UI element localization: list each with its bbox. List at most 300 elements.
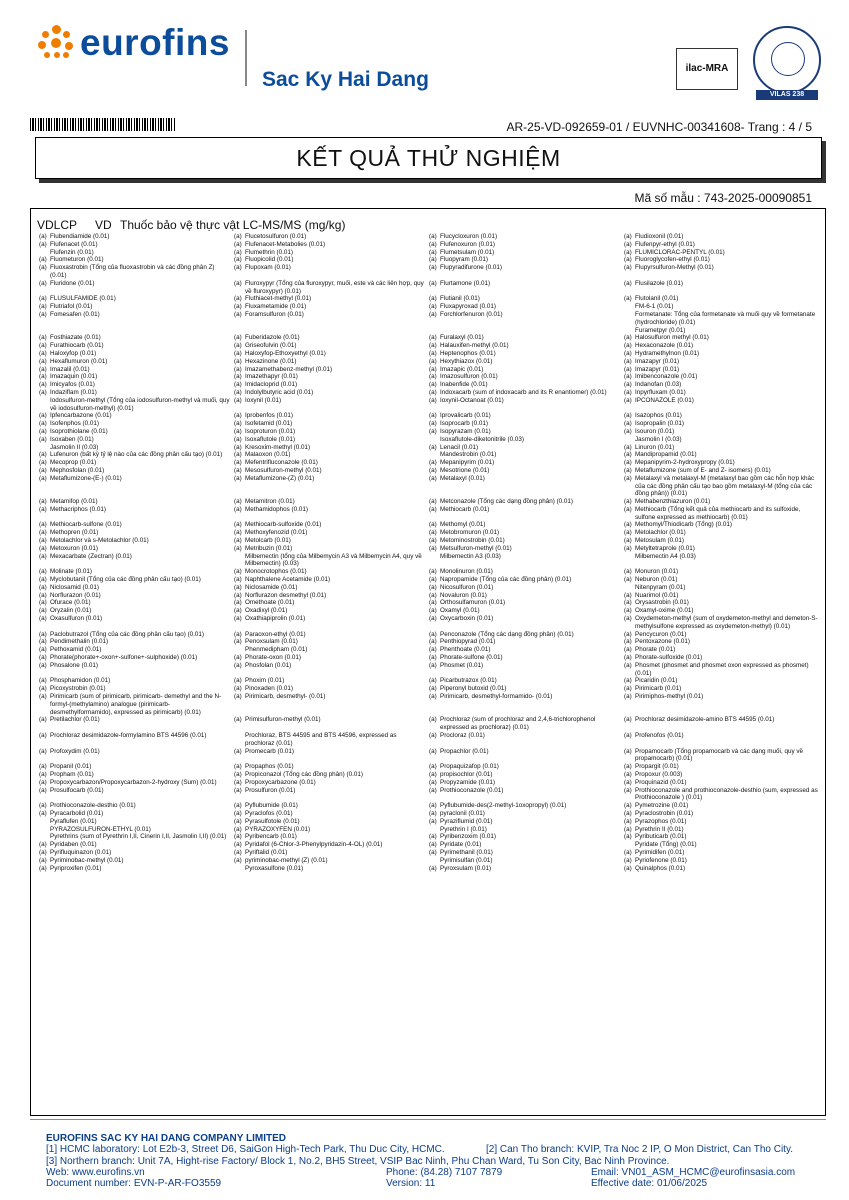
analyte-label: Propanil (0.01) <box>50 763 92 771</box>
result-item <box>39 677 234 685</box>
analyte-label: Mexacarbate (Zectran) (0.01) <box>50 552 132 560</box>
result-item <box>39 787 234 803</box>
result-item <box>39 849 234 857</box>
analyte-label: Pyribenzoxim (0.01) <box>440 833 496 841</box>
analyte-label: Indoxacarb (sum of indoxacarb and its R enantiomer) (0.01) <box>440 388 607 396</box>
accreditation-mark: (a) <box>39 342 47 350</box>
accreditation-mark: (a) <box>234 248 242 256</box>
result-item <box>429 716 624 732</box>
result-item <box>429 748 624 764</box>
analyte-label: Pyributicarb (0.01) <box>635 833 687 841</box>
analyte-label: Iprobenfos (0.01) <box>245 412 293 420</box>
result-item <box>234 818 429 826</box>
result-item <box>234 412 429 420</box>
analyte-label: Imazalil (0.01) <box>50 365 90 373</box>
footer-email: Email: VN01_ASM_HCMC@eurofinsasia.com <box>591 1166 796 1178</box>
analyte-label: Halosulfuron methyl (0.01) <box>635 334 709 342</box>
analyte-label: Omethoate (0.01) <box>245 599 295 607</box>
accreditation-mark: (a) <box>429 349 437 357</box>
result-item <box>624 295 823 303</box>
accreditation-mark: (a) <box>39 459 47 467</box>
result-item <box>39 397 234 413</box>
footer-northern-branch: [3] Northern branch: Unit 7A, Hight-rise Factory/ Block 1, No.2, BH5 Street, VSIP Bac Ninh, Phu Chan Ward, Tu Son City, Bac Ninh Province. <box>46 1155 670 1167</box>
analyte-label: Hexaflumuron (0.01) <box>50 357 108 365</box>
result-item <box>39 654 234 662</box>
result-item <box>39 350 234 358</box>
result-item <box>429 787 624 803</box>
accreditation-mark: (a) <box>624 607 632 615</box>
result-item <box>39 685 234 693</box>
result-item <box>429 677 624 685</box>
analyte-label: Imazethapyr (0.01) <box>245 373 298 381</box>
accreditation-mark <box>234 865 245 873</box>
accreditation-mark: (a) <box>234 529 242 537</box>
accreditation-mark: (a) <box>234 802 242 810</box>
accreditation-mark: (a) <box>39 240 47 248</box>
accreditation-mark: (a) <box>39 552 47 560</box>
accreditation-mark <box>624 303 635 311</box>
result-item <box>429 350 624 358</box>
accreditation-mark: (a) <box>39 864 47 872</box>
analyte-label: Paclobutrazol (Tổng của các đồng phân cấu tạo) (0.01) <box>50 630 205 638</box>
result-item <box>624 444 823 452</box>
result-item <box>429 631 624 639</box>
analyte-label: Jasmolin II (0.03) <box>50 443 99 451</box>
accreditation-mark: (a) <box>429 396 437 404</box>
analyte-label: Pyrethrin I (0.01) <box>440 825 487 833</box>
result-item <box>234 256 429 264</box>
result-item <box>624 771 823 779</box>
accreditation-mark: (a) <box>39 841 47 849</box>
result-item <box>624 693 823 716</box>
analyte-label: Monolinuron (0.01) <box>440 568 493 576</box>
analyte-label: Haloxyfop-Ethoxyethyl (0.01) <box>245 349 326 357</box>
result-item <box>624 428 823 436</box>
result-item <box>234 592 429 600</box>
accreditation-mark: (a) <box>624 521 632 529</box>
result-item <box>429 444 624 452</box>
eurofins-logo <box>38 24 230 61</box>
analyte-label: Pyridate (Tổng) (0.01) <box>635 841 697 849</box>
result-item <box>39 607 234 615</box>
analyte-label: Flucetosulfuron (0.01) <box>245 233 307 240</box>
analyte-label: Phorate-oxon (0.01) <box>245 654 302 662</box>
accreditation-mark: (a) <box>429 677 437 685</box>
result-item <box>429 334 624 342</box>
accreditation-mark: (a) <box>624 466 632 474</box>
result-item <box>429 833 624 841</box>
analyte-label: Metobromuron (0.01) <box>440 529 500 537</box>
accreditation-mark: (a) <box>429 295 437 303</box>
analyte-label: Metalaxyl và metalaxyl-M (metalaxyl bao gồm các hỗn hợp khác của các đồng phân cấu tạo bao gồm metalaxyl-M (tổng của các đồng phân)) (0.01) <box>635 474 815 498</box>
accreditation-mark: (a) <box>234 693 242 701</box>
results-box <box>30 208 826 1116</box>
analyte-label: Mephosfolan (0.01) <box>50 466 105 474</box>
result-item <box>624 256 823 264</box>
analyte-label: Ioxynil-Octanoat (0.01) <box>440 396 504 404</box>
result-item <box>234 849 429 857</box>
accreditation-mark: (a) <box>234 825 242 833</box>
analyte-label: Griseofulvin (0.01) <box>245 342 297 350</box>
analyte-label: Hexythiazox (0.01) <box>440 357 493 365</box>
accreditation-mark <box>39 249 50 257</box>
analyte-label: Imicyafos (0.01) <box>50 381 95 389</box>
analyte-label: Flubendiamide (0.01) <box>50 233 110 240</box>
result-item <box>624 412 823 420</box>
analyte-label: Neburon (0.01) <box>635 576 678 584</box>
accreditation-mark: (a) <box>234 833 242 841</box>
result-item <box>624 233 823 241</box>
accreditation-mark: (a) <box>429 264 437 272</box>
result-item <box>429 366 624 374</box>
analyte-label: Quinalphos (0.01) <box>635 864 686 872</box>
accreditation-mark: (a) <box>39 615 47 623</box>
accreditation-mark: (a) <box>234 599 242 607</box>
accreditation-mark: (a) <box>624 443 632 451</box>
accreditation-mark: (a) <box>39 498 47 506</box>
analyte-label: Fluxapyroxad (0.01) <box>440 303 496 311</box>
result-item <box>429 358 624 366</box>
result-item <box>234 763 429 771</box>
analyte-label: Pirimicarb, desmethyl-formamido- (0.01) <box>440 693 553 701</box>
accreditation-mark: (a) <box>234 568 242 576</box>
accreditation-mark: (a) <box>429 763 437 771</box>
accreditation-mark: (a) <box>429 599 437 607</box>
accreditation-mark: (a) <box>624 770 632 778</box>
accreditation-mark: (a) <box>234 427 242 435</box>
accreditation-mark: (a) <box>429 373 437 381</box>
accreditation-mark <box>234 327 245 335</box>
accreditation-mark: (a) <box>234 342 242 350</box>
analyte-label: Phenmedipham (0.01) <box>245 646 308 654</box>
analyte-label: Phosmet (0.01) <box>440 661 484 669</box>
result-item <box>429 451 624 459</box>
result-item <box>429 397 624 413</box>
result-item <box>624 592 823 600</box>
analyte-label: Mesotrione (0.01) <box>440 466 490 474</box>
result-item <box>234 467 429 475</box>
analyte-label: Niclosamid (0.01) <box>50 583 99 591</box>
analyte-label: IPCONAZOLE (0.01) <box>635 396 694 404</box>
accreditation-mark: (a) <box>429 544 437 552</box>
analyte-label: Propargit (0.01) <box>635 763 679 771</box>
analyte-label: Indolylbutyric acid (0.01) <box>245 388 314 396</box>
result-item <box>39 865 234 873</box>
accreditation-mark: (a) <box>624 591 632 599</box>
analyte-label: Prochloraz desimidazole-amino BTS 44595 (0.01) <box>635 716 775 724</box>
result-item <box>624 615 823 631</box>
accreditation-mark: (a) <box>624 848 632 856</box>
accreditation-mark: (a) <box>429 693 437 701</box>
analyte-label: Pyridafol (6-Chlor-3-Phenylpyridazin-4-OL) (0.01) <box>245 841 383 849</box>
analyte-label: Flufenoxuron (0.01) <box>440 240 495 248</box>
analyte-label: Prosulfocarb (0.01) <box>50 786 104 794</box>
accreditation-mark: (a) <box>429 661 437 669</box>
analyte-label: Imibenconazole (0.01) <box>635 373 698 381</box>
accreditation-mark: (a) <box>39 630 47 638</box>
accreditation-mark: (a) <box>39 373 47 381</box>
result-item <box>39 521 234 529</box>
result-item <box>234 631 429 639</box>
analyte-label: Metosulam (0.01) <box>635 537 684 545</box>
accreditation-mark: (a) <box>234 303 242 311</box>
analyte-label: Pencycuron (0.01) <box>635 630 687 638</box>
result-item <box>429 584 624 592</box>
accreditation-mark: (a) <box>624 576 632 584</box>
analyte-label: Prochloraz (sum of prochloraz and 2,4,6-trichlorophenol expressed as prochloraz) (0.01) <box>440 716 596 732</box>
accreditation-mark: (a) <box>234 443 242 451</box>
accreditation-mark: (a) <box>39 544 47 552</box>
accreditation-mark: (a) <box>624 537 632 545</box>
result-item <box>429 420 624 428</box>
accreditation-mark: (a) <box>39 334 47 342</box>
accreditation-mark <box>39 833 50 841</box>
accreditation-mark: (a) <box>39 661 47 669</box>
footer-phone: Phone: (84.28) 7107 7879 <box>386 1166 503 1178</box>
accreditation-mark: (a) <box>234 544 242 552</box>
accreditation-mark <box>429 553 440 569</box>
accreditation-mark: (a) <box>624 856 632 864</box>
result-item <box>234 420 429 428</box>
analyte-label: Ioxynil (0.01) <box>245 396 282 404</box>
result-item <box>234 576 429 584</box>
result-item <box>624 857 823 865</box>
accreditation-mark: (a) <box>429 817 437 825</box>
analyte-label: Flutianil (0.01) <box>440 295 480 303</box>
result-item <box>429 599 624 607</box>
accreditation-mark: (a) <box>429 427 437 435</box>
accreditation-mark: (a) <box>39 747 47 755</box>
result-item <box>234 802 429 810</box>
accreditation-mark: (a) <box>234 677 242 685</box>
analyte-label: Isoxaben (0.01) <box>50 435 94 443</box>
result-item <box>429 810 624 818</box>
result-item <box>624 865 823 873</box>
result-item <box>624 475 823 498</box>
analyte-label: Oxamyl (0.01) <box>440 607 480 615</box>
analyte-label: Mecoprop (0.01) <box>50 459 97 467</box>
accreditation-mark: (a) <box>39 685 47 693</box>
analyte-label: Inpyrfluxam (0.01) <box>635 388 686 396</box>
accreditation-mark: (a) <box>39 264 47 272</box>
result-item <box>624 779 823 787</box>
analyte-label: Propoxur (0.003) <box>635 770 683 778</box>
accreditation-mark: (a) <box>624 677 632 685</box>
analyte-label: Pirimicarb (0.01) <box>635 685 682 693</box>
analyte-label: Indanofan (0.03) <box>635 381 682 389</box>
accreditation-mark: (a) <box>234 295 242 303</box>
analyte-label: Isoproturon (0.01) <box>245 427 296 435</box>
result-item <box>429 256 624 264</box>
analyte-label: Fluometuron (0.01) <box>50 256 104 264</box>
analyte-label: Metolcarb (0.01) <box>245 537 291 545</box>
result-item <box>234 342 429 350</box>
result-item <box>429 412 624 420</box>
analyte-label: Pirimicarb, desmethyl- (0.01) <box>245 693 326 701</box>
accreditation-mark: (a) <box>39 646 47 654</box>
result-item <box>234 748 429 764</box>
result-item <box>624 607 823 615</box>
accreditation-mark: (a) <box>624 498 632 506</box>
subsidiary-name: Sac Ky Hai Dang <box>262 68 429 91</box>
result-item <box>234 264 429 280</box>
analyte-label: Imazapic (0.01) <box>440 365 484 373</box>
result-item <box>624 576 823 584</box>
result-item <box>39 295 234 303</box>
analyte-label: Flufenacet-Metabolies (0.01) <box>245 240 326 248</box>
result-item <box>624 342 823 350</box>
accreditation-mark: (a) <box>429 233 437 240</box>
accreditation-mark: (a) <box>234 848 242 856</box>
result-item <box>429 295 624 303</box>
result-item <box>234 677 429 685</box>
result-item <box>429 592 624 600</box>
result-item <box>429 646 624 654</box>
result-item <box>234 498 429 506</box>
accreditation-mark: (a) <box>39 381 47 389</box>
accreditation-mark: (a) <box>39 427 47 435</box>
analyte-label: Pyroxasulfone (0.01) <box>245 864 304 872</box>
accreditation-mark: (a) <box>234 685 242 693</box>
result-item <box>234 568 429 576</box>
accreditation-mark: (a) <box>429 841 437 849</box>
accreditation-mark: (a) <box>39 716 47 724</box>
result-item <box>234 584 429 592</box>
analyte-label: Phosalone (0.01) <box>50 661 98 669</box>
accreditation-mark: (a) <box>624 833 632 841</box>
result-item <box>39 826 234 834</box>
accreditation-mark: (a) <box>624 295 632 303</box>
result-item <box>429 241 624 249</box>
accreditation-mark: (a) <box>234 459 242 467</box>
accreditation-mark: (a) <box>429 537 437 545</box>
accreditation-mark <box>39 327 50 335</box>
analyte-label: Pyrimidifen (0.01) <box>635 848 685 856</box>
accreditation-mark: (a) <box>429 770 437 778</box>
analyte-label: Pretilachlor (0.01) <box>50 716 100 724</box>
result-item <box>429 381 624 389</box>
analyte-label: Penthiopyrad (0.01) <box>440 638 496 646</box>
result-item <box>234 366 429 374</box>
analyte-label: Fluthiacet-methyl (0.01) <box>245 295 312 303</box>
analyte-label: Flumetsulam (0.01) <box>440 248 495 256</box>
analyte-label: Procloraz (0.01) <box>440 732 485 739</box>
analyte-label: Methiocarb (Tổng kết quả của methiocarb and its sulfoxide, sulfone expressed as methiocarb) (0.01) <box>635 505 801 521</box>
analyte-label: Metolachlor và s-Metolachlor (0.01) <box>50 537 149 545</box>
result-item <box>39 748 234 764</box>
result-item <box>624 303 823 311</box>
accreditation-mark: (a) <box>624 693 632 701</box>
accreditation-mark: (a) <box>429 802 437 810</box>
section-header <box>37 218 345 232</box>
result-item <box>39 436 234 444</box>
analyte-label: Norflurazon (0.01) <box>50 591 101 599</box>
analyte-label: Phorate-sulfoxide (0.01) <box>635 654 703 662</box>
accreditation-mark: (a) <box>429 342 437 350</box>
result-item <box>234 662 429 678</box>
analyte-label: Phoxim (0.01) <box>245 677 285 685</box>
result-item <box>234 841 429 849</box>
analyte-label: Propham (0.01) <box>50 770 94 778</box>
result-item <box>39 529 234 537</box>
analyte-label: Pyrimisulfan (0.01) <box>440 856 493 864</box>
accreditation-mark: (a) <box>234 381 242 389</box>
analyte-label: Isoprocarb (0.01) <box>440 420 488 428</box>
accreditation-mark: (a) <box>429 864 437 872</box>
accreditation-mark: (a) <box>624 864 632 872</box>
analyte-label: Piperonyl butoxid (0.01) <box>440 685 507 693</box>
result-item <box>39 303 234 311</box>
footer-web: Web: www.eurofins.vn <box>46 1166 145 1178</box>
result-item <box>234 358 429 366</box>
analyte-label: Jasmolin I (0.03) <box>635 435 682 443</box>
result-item <box>624 420 823 428</box>
accreditation-mark: (a) <box>234 264 242 272</box>
result-item <box>234 693 429 716</box>
result-item <box>39 716 234 732</box>
accreditation-mark: (a) <box>429 646 437 654</box>
analyte-label: Methomyl (0.01) <box>440 521 486 529</box>
result-item <box>39 467 234 475</box>
analyte-label: Fluoxastrobin (Tổng của fluoxastrobin và các đồng phân Z) (0.01) <box>50 264 215 279</box>
accreditation-mark: (a) <box>624 264 632 272</box>
accreditation-mark: (a) <box>429 716 437 724</box>
accreditation-mark: (a) <box>624 233 632 240</box>
result-item <box>429 311 624 327</box>
result-item <box>429 685 624 693</box>
result-item <box>39 732 234 748</box>
accreditation-mark: (a) <box>234 809 242 817</box>
accreditation-mark: (a) <box>624 778 632 786</box>
accreditation-mark: (a) <box>234 537 242 545</box>
analyte-label: Pyribencarb (0.01) <box>245 833 297 841</box>
analyte-label: Prochloraz desimidazole-formylamino BTS 44596 (0.01) <box>50 732 207 739</box>
result-item <box>39 833 234 841</box>
accreditation-mark: (a) <box>234 607 242 615</box>
analyte-label: Malaoxon (0.01) <box>245 451 291 459</box>
analyte-label: Pyrethrin II (0.01) <box>635 825 684 833</box>
accreditation-mark: (a) <box>234 841 242 849</box>
analyte-label: Oxathiapiprolin (0.01) <box>245 615 306 623</box>
accreditation-mark: (a) <box>429 630 437 638</box>
accreditation-mark <box>234 732 245 748</box>
analyte-label: Foramsulfuron (0.01) <box>245 310 304 318</box>
analyte-label: Orysastrobin (0.01) <box>635 599 689 607</box>
accreditation-mark <box>429 451 440 459</box>
result-item <box>39 498 234 506</box>
analyte-label: Ipfencarbazone (0.01) <box>50 412 112 420</box>
analyte-label: Milbemectin (tổng của Milbemycin A3 và Milbemycin A4, quy về Milbemectin) (0.03) <box>245 552 422 568</box>
accreditation-mark: (a) <box>39 607 47 615</box>
analyte-label: Indaziflam (0.01) <box>50 388 97 396</box>
result-item <box>39 280 234 296</box>
accreditation-mark: (a) <box>39 388 47 396</box>
analyte-label: Fluridone (0.01) <box>50 279 95 287</box>
accreditation-mark: (a) <box>234 349 242 357</box>
analyte-label: pyraclonil (0.01) <box>440 809 485 817</box>
accreditation-mark: (a) <box>429 248 437 256</box>
result-item <box>624 685 823 693</box>
accreditation-mark: (a) <box>234 661 242 669</box>
result-item <box>624 545 823 553</box>
analyte-label: Iprovalicarb (0.01) <box>440 412 491 420</box>
analyte-label: Flupoxam (0.01) <box>245 264 291 272</box>
result-item <box>624 264 823 280</box>
unit-code: VD <box>95 218 112 232</box>
result-item <box>39 334 234 342</box>
analyte-label: Hydramethylnon (0.01) <box>635 349 700 357</box>
analyte-label: Flutolanil (0.01) <box>635 295 679 303</box>
